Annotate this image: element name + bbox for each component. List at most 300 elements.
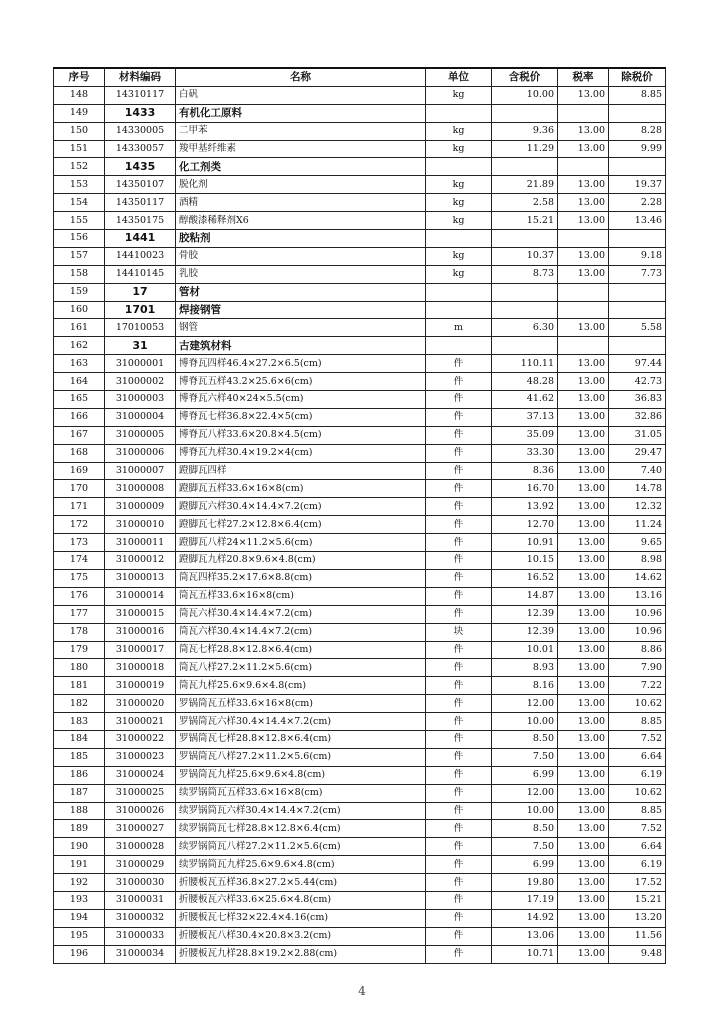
cell-name: 折腰板瓦六样33.6×25.6×4.8(cm) [176, 891, 426, 909]
cell-unit: kg [426, 122, 492, 140]
cell-name: 罗锅筒瓦五样33.6×16×8(cm) [176, 695, 426, 713]
cell-price-notax: 9.48 [609, 945, 666, 963]
table-row [54, 462, 666, 480]
cell-tax-rate: 13.00 [558, 820, 609, 838]
cell-tax-rate [558, 283, 609, 301]
category-row [54, 337, 666, 355]
cell-price-notax: 8.28 [609, 122, 666, 140]
cell-seq: 158 [54, 265, 105, 283]
material-price-table [53, 67, 666, 964]
cell-name: 筒瓦四样35.2×17.6×8.8(cm) [176, 569, 426, 587]
cell-name: 胶粘剂 [176, 230, 426, 248]
cell-unit: 件 [426, 695, 492, 713]
cell-price-notax: 7.73 [609, 265, 666, 283]
cell-unit: 件 [426, 874, 492, 892]
cell-price-tax: 33.30 [492, 444, 558, 462]
cell-unit: kg [426, 265, 492, 283]
cell-seq: 150 [54, 122, 105, 140]
cell-seq: 161 [54, 319, 105, 337]
cell-price-tax [492, 158, 558, 176]
cell-price-notax [609, 230, 666, 248]
header-unit: 单位 [426, 68, 492, 86]
cell-name: 筒瓦七样28.8×12.8×6.4(cm) [176, 641, 426, 659]
cell-price-tax: 10.37 [492, 247, 558, 265]
table-row [54, 838, 666, 856]
cell-code: 31000016 [105, 623, 176, 641]
cell-code: 31000034 [105, 945, 176, 963]
cell-unit: 件 [426, 373, 492, 391]
cell-price-notax: 13.16 [609, 587, 666, 605]
table-row [54, 498, 666, 516]
cell-name: 博脊瓦九样30.4×19.2×4(cm) [176, 444, 426, 462]
cell-code: 31000028 [105, 838, 176, 856]
cell-tax-rate: 13.00 [558, 480, 609, 498]
cell-price-tax: 12.00 [492, 695, 558, 713]
table-row [54, 408, 666, 426]
cell-seq: 181 [54, 677, 105, 695]
cell-name: 蹬脚瓦九样20.8×9.6×4.8(cm) [176, 552, 426, 570]
cell-price-notax: 17.52 [609, 874, 666, 892]
cell-price-tax: 6.99 [492, 766, 558, 784]
header-tax-rate: 税率 [558, 68, 609, 86]
cell-tax-rate: 13.00 [558, 408, 609, 426]
cell-code: 14410023 [105, 247, 176, 265]
cell-price-notax: 5.58 [609, 319, 666, 337]
category-row [54, 283, 666, 301]
cell-price-tax: 19.80 [492, 874, 558, 892]
cell-tax-rate: 13.00 [558, 498, 609, 516]
cell-unit: 件 [426, 784, 492, 802]
cell-price-notax: 2.28 [609, 194, 666, 212]
table-row [54, 605, 666, 623]
cell-price-notax: 29.47 [609, 444, 666, 462]
cell-seq: 194 [54, 909, 105, 927]
cell-seq: 154 [54, 194, 105, 212]
header-price-notax: 除税价 [609, 68, 666, 86]
cell-price-tax: 10.71 [492, 945, 558, 963]
cell-price-notax: 10.96 [609, 623, 666, 641]
cell-price-tax: 8.16 [492, 677, 558, 695]
cell-price-notax: 15.21 [609, 891, 666, 909]
cell-price-tax: 6.99 [492, 856, 558, 874]
cell-price-tax: 14.87 [492, 587, 558, 605]
cell-price-notax: 7.22 [609, 677, 666, 695]
cell-price-notax: 42.73 [609, 373, 666, 391]
cell-seq: 172 [54, 516, 105, 534]
cell-unit [426, 158, 492, 176]
cell-tax-rate: 13.00 [558, 355, 609, 373]
cell-tax-rate [558, 104, 609, 122]
cell-tax-rate: 13.00 [558, 874, 609, 892]
cell-price-tax: 10.00 [492, 802, 558, 820]
cell-name: 续罗锅筒瓦六样30.4×14.4×7.2(cm) [176, 802, 426, 820]
cell-code: 31000024 [105, 766, 176, 784]
cell-name: 罗锅筒瓦九样25.6×9.6×4.8(cm) [176, 766, 426, 784]
cell-name: 焊接钢管 [176, 301, 426, 319]
cell-price-notax: 13.46 [609, 212, 666, 230]
cell-unit: kg [426, 140, 492, 158]
cell-unit: 件 [426, 534, 492, 552]
cell-price-tax: 13.92 [492, 498, 558, 516]
cell-unit: kg [426, 212, 492, 230]
cell-price-notax: 8.85 [609, 802, 666, 820]
cell-seq: 189 [54, 820, 105, 838]
table-row [54, 373, 666, 391]
cell-tax-rate: 13.00 [558, 247, 609, 265]
category-row [54, 158, 666, 176]
cell-name: 续罗锅筒瓦九样25.6×9.6×4.8(cm) [176, 856, 426, 874]
cell-code: 31000021 [105, 713, 176, 731]
cell-tax-rate: 13.00 [558, 444, 609, 462]
cell-tax-rate: 13.00 [558, 838, 609, 856]
cell-seq: 176 [54, 587, 105, 605]
cell-code: 31000003 [105, 391, 176, 409]
cell-tax-rate: 13.00 [558, 426, 609, 444]
table-row [54, 516, 666, 534]
cell-price-tax: 110.11 [492, 355, 558, 373]
table-row [54, 659, 666, 677]
table-row [54, 86, 666, 104]
cell-tax-rate [558, 230, 609, 248]
cell-price-notax: 97.44 [609, 355, 666, 373]
cell-name: 折腰板瓦七样32×22.4×4.16(cm) [176, 909, 426, 927]
cell-seq: 185 [54, 748, 105, 766]
cell-unit: 件 [426, 462, 492, 480]
cell-unit: kg [426, 194, 492, 212]
cell-tax-rate: 13.00 [558, 784, 609, 802]
table-row [54, 444, 666, 462]
cell-name: 筒瓦六样30.4×14.4×7.2(cm) [176, 605, 426, 623]
cell-tax-rate: 13.00 [558, 748, 609, 766]
cell-tax-rate [558, 158, 609, 176]
cell-unit: 件 [426, 426, 492, 444]
cell-seq: 168 [54, 444, 105, 462]
header-price-tax: 含税价 [492, 68, 558, 86]
table-row [54, 140, 666, 158]
cell-seq: 170 [54, 480, 105, 498]
category-row [54, 104, 666, 122]
cell-name: 管材 [176, 283, 426, 301]
cell-unit [426, 337, 492, 355]
cell-tax-rate: 13.00 [558, 945, 609, 963]
cell-price-tax: 10.91 [492, 534, 558, 552]
table-row [54, 641, 666, 659]
page-number: 4 [358, 984, 366, 998]
table-row [54, 319, 666, 337]
cell-tax-rate [558, 301, 609, 319]
cell-price-tax: 8.50 [492, 820, 558, 838]
cell-seq: 187 [54, 784, 105, 802]
cell-unit: 件 [426, 891, 492, 909]
cell-name: 博脊瓦五样43.2×25.6×6(cm) [176, 373, 426, 391]
cell-unit [426, 104, 492, 122]
cell-code: 31000005 [105, 426, 176, 444]
cell-code: 31 [105, 337, 176, 355]
cell-unit: 件 [426, 498, 492, 516]
cell-tax-rate [558, 337, 609, 355]
table-row [54, 730, 666, 748]
cell-name: 筒瓦八样27.2×11.2×5.6(cm) [176, 659, 426, 677]
cell-code: 31000017 [105, 641, 176, 659]
cell-tax-rate: 13.00 [558, 605, 609, 623]
cell-name: 博脊瓦七样36.8×22.4×5(cm) [176, 408, 426, 426]
cell-seq: 178 [54, 623, 105, 641]
cell-price-tax: 12.00 [492, 784, 558, 802]
cell-price-tax: 10.01 [492, 641, 558, 659]
cell-price-notax: 10.62 [609, 695, 666, 713]
cell-price-notax [609, 158, 666, 176]
cell-code: 14310117 [105, 86, 176, 104]
cell-unit: 件 [426, 552, 492, 570]
cell-code: 17 [105, 283, 176, 301]
cell-price-notax [609, 104, 666, 122]
table-row [54, 587, 666, 605]
cell-tax-rate: 13.00 [558, 641, 609, 659]
cell-tax-rate: 13.00 [558, 730, 609, 748]
cell-code: 31000027 [105, 820, 176, 838]
table-row [54, 391, 666, 409]
cell-code: 14350107 [105, 176, 176, 194]
cell-code: 31000014 [105, 587, 176, 605]
cell-tax-rate: 13.00 [558, 176, 609, 194]
cell-name: 博脊瓦四样46.4×27.2×6.5(cm) [176, 355, 426, 373]
cell-unit: 件 [426, 820, 492, 838]
cell-price-tax: 16.70 [492, 480, 558, 498]
cell-name: 博脊瓦八样33.6×20.8×4.5(cm) [176, 426, 426, 444]
cell-price-tax: 37.13 [492, 408, 558, 426]
cell-price-notax: 19.37 [609, 176, 666, 194]
table-row [54, 695, 666, 713]
cell-price-tax: 10.15 [492, 552, 558, 570]
cell-code: 31000004 [105, 408, 176, 426]
table-row [54, 766, 666, 784]
table-row [54, 355, 666, 373]
cell-name: 罗锅筒瓦六样30.4×14.4×7.2(cm) [176, 713, 426, 731]
cell-code: 31000033 [105, 927, 176, 945]
cell-code: 1441 [105, 230, 176, 248]
cell-code: 31000001 [105, 355, 176, 373]
cell-unit: 件 [426, 408, 492, 426]
cell-unit: 件 [426, 480, 492, 498]
cell-name: 续罗锅筒瓦七样28.8×12.8×6.4(cm) [176, 820, 426, 838]
cell-tax-rate: 13.00 [558, 623, 609, 641]
cell-price-tax: 48.28 [492, 373, 558, 391]
cell-name: 蹬脚瓦七样27.2×12.8×6.4(cm) [176, 516, 426, 534]
cell-seq: 151 [54, 140, 105, 158]
cell-code: 1435 [105, 158, 176, 176]
cell-price-notax: 6.64 [609, 748, 666, 766]
cell-tax-rate: 13.00 [558, 713, 609, 731]
cell-tax-rate: 13.00 [558, 140, 609, 158]
cell-unit: 件 [426, 391, 492, 409]
cell-code: 31000013 [105, 569, 176, 587]
cell-code: 31000032 [105, 909, 176, 927]
cell-code: 14330005 [105, 122, 176, 140]
cell-name: 罗锅筒瓦七样28.8×12.8×6.4(cm) [176, 730, 426, 748]
cell-seq: 162 [54, 337, 105, 355]
cell-price-tax: 12.39 [492, 623, 558, 641]
table-row [54, 176, 666, 194]
cell-unit: 件 [426, 909, 492, 927]
cell-seq: 183 [54, 713, 105, 731]
table-row [54, 623, 666, 641]
table-row [54, 569, 666, 587]
cell-tax-rate: 13.00 [558, 909, 609, 927]
cell-price-tax: 14.92 [492, 909, 558, 927]
cell-seq: 148 [54, 86, 105, 104]
header-name: 名称 [176, 68, 426, 86]
cell-name: 蹬脚瓦五样33.6×16×8(cm) [176, 480, 426, 498]
cell-unit: 件 [426, 587, 492, 605]
cell-name: 白矾 [176, 86, 426, 104]
cell-unit: 件 [426, 748, 492, 766]
cell-price-tax [492, 104, 558, 122]
table-row [54, 856, 666, 874]
cell-price-notax: 8.86 [609, 641, 666, 659]
cell-code: 31000030 [105, 874, 176, 892]
cell-price-tax [492, 283, 558, 301]
cell-seq: 190 [54, 838, 105, 856]
cell-seq: 196 [54, 945, 105, 963]
table-row [54, 945, 666, 963]
cell-unit: 件 [426, 355, 492, 373]
cell-price-tax: 7.50 [492, 838, 558, 856]
cell-code: 31000011 [105, 534, 176, 552]
cell-code: 1701 [105, 301, 176, 319]
cell-tax-rate: 13.00 [558, 927, 609, 945]
cell-tax-rate: 13.00 [558, 856, 609, 874]
cell-price-tax: 11.29 [492, 140, 558, 158]
header-seq: 序号 [54, 68, 105, 86]
cell-seq: 165 [54, 391, 105, 409]
cell-tax-rate: 13.00 [558, 194, 609, 212]
cell-price-tax: 17.19 [492, 891, 558, 909]
cell-unit: 件 [426, 659, 492, 677]
cell-price-tax: 9.36 [492, 122, 558, 140]
cell-price-tax: 7.50 [492, 748, 558, 766]
cell-tax-rate: 13.00 [558, 891, 609, 909]
cell-tax-rate: 13.00 [558, 373, 609, 391]
cell-price-notax: 10.96 [609, 605, 666, 623]
cell-price-notax: 32.86 [609, 408, 666, 426]
cell-seq: 179 [54, 641, 105, 659]
cell-tax-rate: 13.00 [558, 587, 609, 605]
category-row [54, 301, 666, 319]
cell-price-tax [492, 337, 558, 355]
cell-price-notax: 7.52 [609, 730, 666, 748]
cell-seq: 164 [54, 373, 105, 391]
cell-tax-rate: 13.00 [558, 516, 609, 534]
cell-code: 31000012 [105, 552, 176, 570]
table-row [54, 820, 666, 838]
cell-price-tax: 2.58 [492, 194, 558, 212]
cell-price-tax [492, 230, 558, 248]
cell-code: 14350175 [105, 212, 176, 230]
cell-unit [426, 301, 492, 319]
cell-name: 蹬脚瓦六样30.4×14.4×7.2(cm) [176, 498, 426, 516]
table-row [54, 247, 666, 265]
cell-unit: 件 [426, 802, 492, 820]
cell-unit: 件 [426, 641, 492, 659]
cell-price-notax: 36.83 [609, 391, 666, 409]
cell-name: 酒精 [176, 194, 426, 212]
cell-seq: 160 [54, 301, 105, 319]
cell-price-tax: 15.21 [492, 212, 558, 230]
cell-unit: 件 [426, 444, 492, 462]
cell-name: 罗锅筒瓦八样27.2×11.2×5.6(cm) [176, 748, 426, 766]
cell-code: 31000006 [105, 444, 176, 462]
table-row [54, 802, 666, 820]
cell-price-notax: 7.52 [609, 820, 666, 838]
cell-name: 筒瓦六样30.4×14.4×7.2(cm) [176, 623, 426, 641]
cell-unit: 件 [426, 677, 492, 695]
cell-code: 31000031 [105, 891, 176, 909]
cell-unit: m [426, 319, 492, 337]
cell-seq: 153 [54, 176, 105, 194]
table-row [54, 265, 666, 283]
cell-price-notax: 14.62 [609, 569, 666, 587]
cell-tax-rate: 13.00 [558, 677, 609, 695]
cell-seq: 186 [54, 766, 105, 784]
cell-seq: 171 [54, 498, 105, 516]
cell-name: 蹬脚瓦四样 [176, 462, 426, 480]
cell-code: 31000020 [105, 695, 176, 713]
cell-price-notax: 9.65 [609, 534, 666, 552]
cell-unit: kg [426, 86, 492, 104]
cell-code: 1433 [105, 104, 176, 122]
table-header-row [54, 68, 666, 86]
cell-tax-rate: 13.00 [558, 659, 609, 677]
cell-tax-rate: 13.00 [558, 802, 609, 820]
table-row [54, 677, 666, 695]
cell-code: 17010053 [105, 319, 176, 337]
table-row [54, 426, 666, 444]
table-row [54, 784, 666, 802]
cell-price-tax [492, 301, 558, 319]
cell-tax-rate: 13.00 [558, 391, 609, 409]
cell-price-tax: 35.09 [492, 426, 558, 444]
cell-code: 31000007 [105, 462, 176, 480]
cell-unit: 件 [426, 838, 492, 856]
cell-seq: 195 [54, 927, 105, 945]
cell-price-notax: 8.98 [609, 552, 666, 570]
cell-name: 续罗锅筒瓦八样27.2×11.2×5.6(cm) [176, 838, 426, 856]
table-row [54, 909, 666, 927]
cell-price-notax: 7.90 [609, 659, 666, 677]
cell-price-notax: 9.18 [609, 247, 666, 265]
cell-name: 博脊瓦六样40×24×5.5(cm) [176, 391, 426, 409]
cell-code: 14330057 [105, 140, 176, 158]
table-row [54, 480, 666, 498]
cell-price-tax: 13.06 [492, 927, 558, 945]
cell-name: 钢管 [176, 319, 426, 337]
cell-seq: 182 [54, 695, 105, 713]
cell-unit: 件 [426, 927, 492, 945]
cell-price-notax: 7.40 [609, 462, 666, 480]
cell-code: 14410145 [105, 265, 176, 283]
cell-price-tax: 6.30 [492, 319, 558, 337]
cell-code: 31000010 [105, 516, 176, 534]
cell-unit: 件 [426, 569, 492, 587]
cell-name: 筒瓦五样33.6×16×8(cm) [176, 587, 426, 605]
cell-tax-rate: 13.00 [558, 695, 609, 713]
cell-unit: 件 [426, 516, 492, 534]
cell-unit: 件 [426, 605, 492, 623]
cell-code: 31000022 [105, 730, 176, 748]
cell-tax-rate: 13.00 [558, 319, 609, 337]
cell-code: 31000008 [105, 480, 176, 498]
cell-name: 蹬脚瓦八样24×11.2×5.6(cm) [176, 534, 426, 552]
